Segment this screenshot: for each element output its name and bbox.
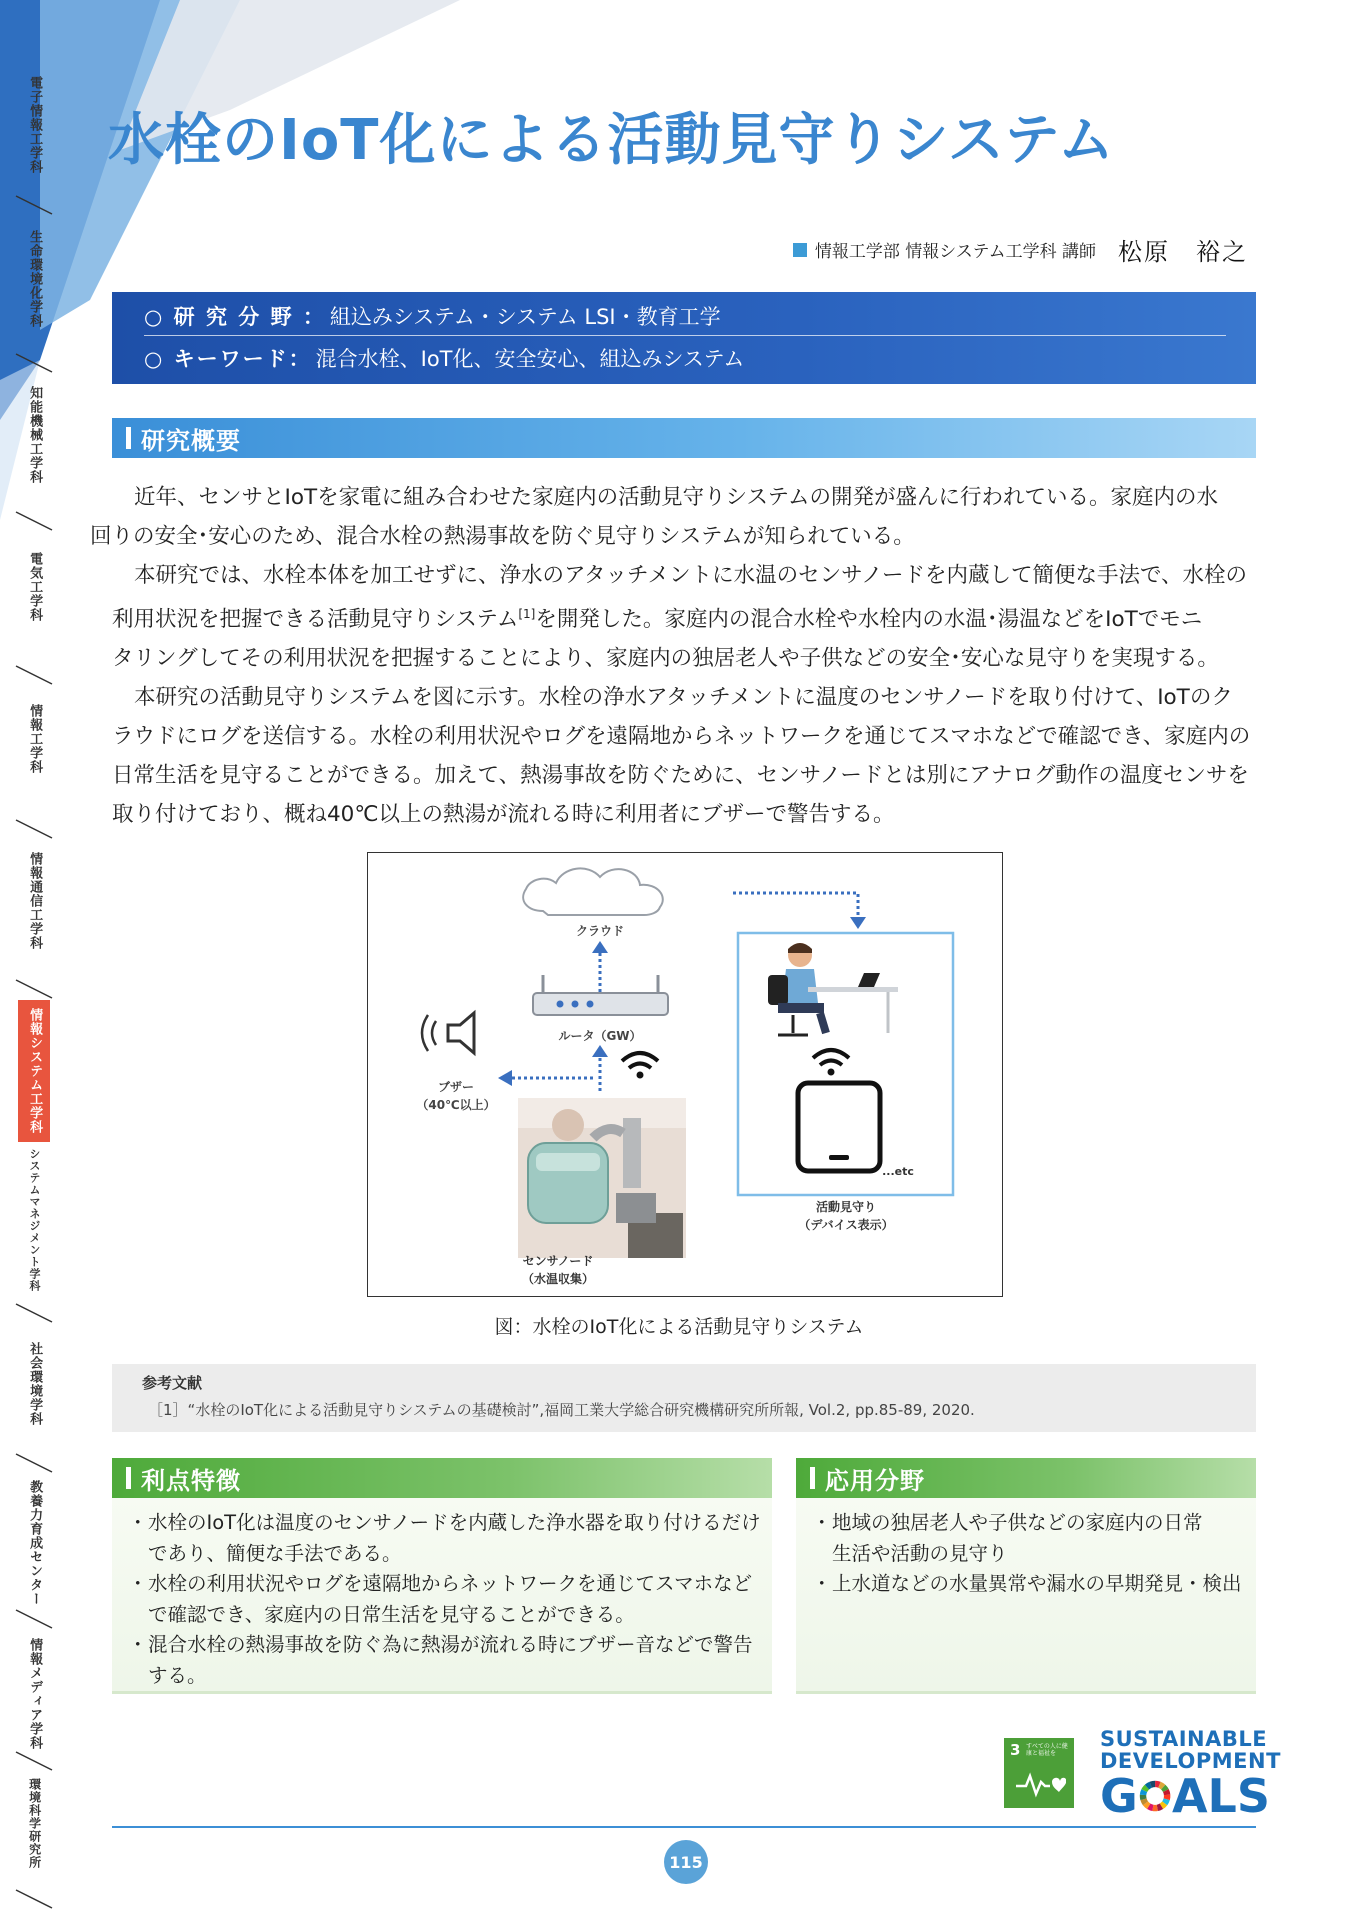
research-field-value: 組込みシステム・システム LSI・教育工学 — [329, 304, 721, 329]
list-item — [132, 1569, 752, 1630]
text-line: 本研究の活動見守りシステムを図に示す。水栓の浄水アタッチメントに温度のセンサノードを取り付けて、IoTのク — [134, 685, 1233, 711]
cloud-icon — [523, 868, 663, 915]
section-marker — [126, 1467, 131, 1489]
side-tab-social-env[interactable]: 社会環境学科 — [27, 1342, 43, 1426]
list-item-text: ・ 混合水栓の熱湯事故を防ぐ為に熱湯が流れる時にブザー音などで警告 — [148, 1633, 753, 1656]
heartbeat-icon — [1014, 1768, 1066, 1798]
list-item-text: ・ 水栓の利用状況やログを遠隔地からネットワークを通じてスマホなど — [148, 1572, 753, 1595]
person-at-desk-icon — [768, 943, 898, 1035]
list-item-text: ・ 水栓のIoT化は温度のセンサノードを内蔵した浄水器を取り付けるだけ — [148, 1511, 761, 1534]
buzzer-icon — [422, 1013, 474, 1053]
advantages-list — [112, 1498, 772, 1694]
text-line — [90, 595, 1260, 639]
sensor-node-label: センサノード — [522, 1254, 594, 1268]
wifi-icon — [813, 1050, 849, 1076]
text-segment: を開発した。家庭内の混合水栓や水栓内の水温･湯温などをIoTでモニ — [535, 607, 1203, 633]
list-item — [132, 1508, 761, 1569]
author-name: 松原 裕之 — [1118, 238, 1248, 266]
buzzer-label: ブザー — [437, 1080, 475, 1094]
side-tab-liberal-arts-center[interactable]: 教養力育成センター — [27, 1480, 43, 1606]
section-header-applications — [796, 1458, 1256, 1498]
side-tab-info-comm[interactable]: 情報通信工学科 — [27, 852, 43, 950]
page-title: 水栓のIoT化による活動見守りシステム — [108, 108, 1115, 173]
sdg-goal-text: すべての人に健康と福祉を — [1026, 1743, 1068, 1757]
arrowhead-icon — [592, 941, 608, 953]
section-header-overview — [112, 418, 1256, 458]
section-title: 研究概要 — [141, 426, 241, 455]
etc-label: ...etc — [882, 1165, 914, 1178]
sensor-node-sublabel: （水温収集） — [521, 1272, 595, 1286]
keyword-row — [144, 338, 1226, 378]
faucet-photo — [518, 1098, 686, 1258]
references-box — [112, 1364, 1256, 1432]
text-line: 本研究では、水栓本体を加工せずに、浄水のアタッチメントに水温のセンサノードを内蔵して簡便な手法で、水栓の — [134, 563, 1248, 588]
text-segment: 利用状況を把握できる活動見守りシステム — [112, 607, 519, 633]
side-tab-info-media[interactable]: 情報メディア学科 — [27, 1638, 43, 1750]
sdgs-goals-word — [1100, 1769, 1270, 1823]
text-line: 日常生活を見守ることができる。加えて、熱湯事故を防ぐために、センサノードとは別にアナログ動作の温度センサを — [112, 763, 1249, 789]
list-item-text: で確認でき、家庭内の日常生活を見守ることができる。 — [148, 1602, 635, 1626]
system-diagram — [368, 853, 1001, 1295]
arrowhead-icon — [498, 1070, 512, 1086]
side-divider — [14, 1606, 54, 1632]
monitoring-label: 活動見守り — [815, 1200, 877, 1214]
router-icon — [533, 975, 668, 1015]
list-item — [816, 1508, 1240, 1569]
side-tab-electrical[interactable]: 電気工学科 — [27, 552, 43, 622]
sdgs-goals-letter: G — [1100, 1769, 1138, 1823]
footer-divider — [112, 1826, 1256, 1828]
sdg-wheel-icon — [1139, 1776, 1171, 1816]
side-tab-env-science-inst[interactable]: 環境科学研究所 — [27, 1778, 42, 1869]
research-field-band — [112, 292, 1256, 384]
side-tab-intelligent-mech[interactable]: 知能機械工学科 — [27, 386, 43, 484]
buzzer-threshold-label: （40℃以上） — [416, 1098, 496, 1112]
overview-paragraph-1 — [90, 478, 1260, 556]
author-affiliation: 情報工学部 情報システム工学科 講師 — [814, 242, 1096, 262]
section-marker — [810, 1467, 815, 1489]
list-item-text: する。 — [148, 1663, 207, 1687]
overview-paragraph-3 — [112, 678, 1260, 834]
page-number: 115 — [664, 1840, 708, 1884]
wifi-icon — [622, 1053, 658, 1079]
keyword-label: ○ キーワード： — [144, 347, 312, 371]
cloud-label: クラウド — [575, 924, 625, 938]
side-divider — [14, 1886, 54, 1912]
text-line: 近年、センサとIoTを家電に組み合わせた家庭内の活動見守りシステムの開発が盛んに行われている。家庭内の水 — [134, 485, 1218, 510]
sdgs-logo-line2: DEVELOPMENT — [1100, 1749, 1281, 1773]
sdg-goal-3-icon — [1004, 1738, 1074, 1808]
list-item-text: ・ 上水道などの水量異常や漏水の早期発見・検出 — [832, 1572, 1242, 1595]
section-title: 利点特徴 — [141, 1466, 241, 1495]
references-heading: 参考文献 — [142, 1374, 203, 1392]
side-tab-info-eng[interactable]: 情報工学科 — [27, 704, 43, 774]
side-divider — [14, 816, 54, 842]
list-item-text: 生活や活動の見守り — [832, 1541, 1008, 1565]
tablet-icon — [798, 1083, 880, 1171]
text-line: ラウドにログを送信する。水栓の利用状況やログを遠隔地からネットワークを通じてスマホなどで確認でき、家庭内の — [112, 724, 1251, 750]
keyword-value: 混合水栓、IoT化、安全安心、組込みシステム — [315, 347, 745, 371]
research-field-label: ○ 研 究 分 野 ： — [144, 304, 326, 329]
figure-caption: 図：水栓のIoT化による活動見守りシステム — [494, 1316, 864, 1338]
citation-marker[interactable]: [1] — [518, 607, 536, 621]
arrowhead-icon — [850, 917, 866, 929]
research-field-row — [144, 296, 1226, 336]
list-item — [816, 1569, 1240, 1600]
side-divider — [14, 1450, 54, 1476]
sdgs-logo — [1100, 1727, 1281, 1823]
side-divider — [14, 1748, 54, 1774]
system-diagram-figure — [367, 852, 1003, 1297]
author-line — [793, 232, 1248, 267]
router-label: ルータ（GW） — [558, 1029, 642, 1043]
reference-item: ［1］“水栓のIoT化による活動見守りシステムの基礎検討”,福岡工業大学総合研究機構研究所所報, Vol.2, pp.85-89, 2020. — [148, 1401, 975, 1419]
side-divider — [14, 662, 54, 688]
sdg-goal-number: 3 — [1010, 1741, 1021, 1759]
text-line: タリングしてその利用状況を把握することにより、家庭内の独居老人や子供などの安全･安心な見守りを実現する。 — [112, 646, 1219, 672]
square-bullet-icon — [793, 243, 807, 257]
side-tab-system-mgmt[interactable]: システムマネジメント学科 — [28, 1148, 42, 1292]
side-tab-info-systems-active[interactable]: 情報システム工学科 — [18, 1000, 50, 1142]
sdgs-goals-letters: ALS — [1171, 1769, 1270, 1823]
side-tab-electronics-info[interactable]: 電子情報工学科 — [27, 76, 43, 174]
text-line: 回りの安全･安心のため、混合水栓の熱湯事故を防ぐ見守りシステムが知られている。 — [90, 524, 915, 549]
side-divider — [14, 192, 54, 218]
arrowhead-icon — [592, 1045, 608, 1057]
department-side-nav — [0, 40, 68, 1900]
sdgs-logo-line1: SUSTAINABLE — [1100, 1727, 1268, 1751]
side-divider — [14, 350, 54, 376]
side-divider — [14, 508, 54, 534]
side-tab-life-env-chem[interactable]: 生命環境化学科 — [27, 230, 43, 328]
monitoring-sublabel: （デバイス表示） — [798, 1218, 894, 1232]
section-header-advantages — [112, 1458, 772, 1498]
side-divider — [14, 976, 54, 1002]
applications-list — [796, 1498, 1256, 1694]
section-title: 応用分野 — [825, 1466, 925, 1495]
overview-paragraph-2 — [112, 556, 1260, 678]
list-item-text: であり、簡便な手法である。 — [148, 1541, 402, 1565]
text-line: 取り付けており、概ね40℃以上の熱湯が流れる時に利用者にブザーで警告する。 — [112, 802, 895, 828]
cloud-to-monitor-arrow — [733, 893, 858, 921]
list-item-text: ・ 地域の独居老人や子供などの家庭内の日常 — [832, 1511, 1203, 1534]
section-marker — [126, 427, 131, 449]
overview-body — [90, 478, 1260, 834]
list-item — [132, 1630, 752, 1691]
